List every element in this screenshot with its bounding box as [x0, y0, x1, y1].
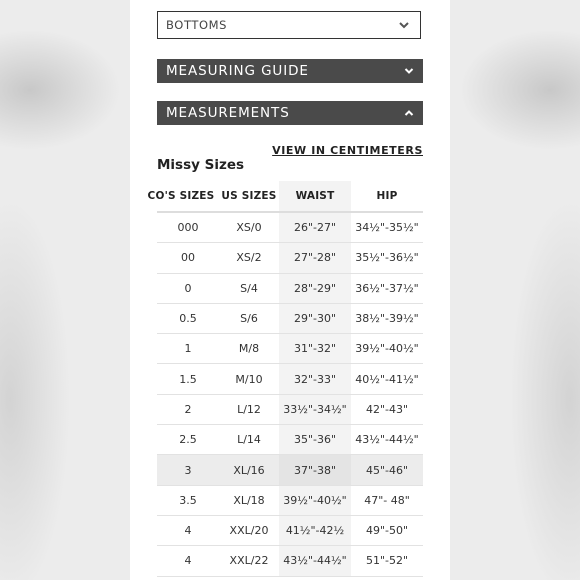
table-cell: 43½"-44½": [351, 425, 423, 455]
chevron-up-icon: [403, 107, 415, 119]
category-select[interactable]: [157, 11, 421, 39]
table-cell: 39½"-40½": [351, 334, 423, 364]
chevron-down-icon: [398, 19, 410, 31]
table-cell: 28"-29": [279, 273, 351, 303]
table-cell: 3.5: [157, 485, 219, 515]
table-cell: M/8: [219, 334, 279, 364]
table-cell: S/6: [219, 303, 279, 333]
measuring-guide-accordion[interactable]: [157, 59, 423, 83]
column-header: HIP: [351, 181, 423, 212]
table-cell: 41½"-42½: [279, 515, 351, 545]
size-table: [147, 181, 423, 577]
table-cell: 27"-28": [279, 243, 351, 273]
table-cell: 49"-50": [351, 515, 423, 545]
table-cell: XS/0: [219, 212, 279, 243]
table-row: [157, 485, 423, 515]
table-cell: 36½"-37½": [351, 273, 423, 303]
table-cell: 33½"-34½": [279, 394, 351, 424]
table-row: [157, 212, 423, 243]
table-cell: 39½"-40½": [279, 485, 351, 515]
table-header-row: [157, 181, 423, 212]
table-row: [157, 334, 423, 364]
column-header: US SIZES: [219, 181, 279, 212]
table-cell: 2: [157, 394, 219, 424]
table-cell: 42"-43": [351, 394, 423, 424]
table-row: [157, 546, 423, 576]
table-cell: L/14: [219, 425, 279, 455]
chevron-down-icon: [403, 65, 415, 77]
table-cell: XL/16: [219, 455, 279, 485]
table-row: [157, 425, 423, 455]
table-cell: S/4: [219, 273, 279, 303]
table-row: [157, 455, 423, 485]
table-cell: 32"-33": [279, 364, 351, 394]
table-cell: 1: [157, 334, 219, 364]
table-cell: 47"- 48": [351, 485, 423, 515]
table-cell: 00: [157, 243, 219, 273]
table-cell: L/12: [219, 394, 279, 424]
table-cell: 29"-30": [279, 303, 351, 333]
table-row: [157, 364, 423, 394]
table-row: [157, 273, 423, 303]
table-cell: 43½"-44½": [279, 546, 351, 576]
table-cell: 3: [157, 455, 219, 485]
table-cell: XXL/20: [219, 515, 279, 545]
table-cell: 45"-46": [351, 455, 423, 485]
table-cell: 0.5: [157, 303, 219, 333]
table-cell: XS/2: [219, 243, 279, 273]
table-cell: 40½"-41½": [351, 364, 423, 394]
table-cell: 35½"-36½": [351, 243, 423, 273]
table-cell: 38½"-39½": [351, 303, 423, 333]
table-row: [157, 515, 423, 545]
table-cell: 4: [157, 515, 219, 545]
section-title: Missy Sizes: [157, 157, 245, 173]
accordion-label: MEASURING GUIDE: [166, 63, 309, 79]
table-cell: XXL/22: [219, 546, 279, 576]
table-cell: 0: [157, 273, 219, 303]
category-select-value: BOTTOMS: [166, 18, 228, 32]
table-cell: 51"-52": [351, 546, 423, 576]
table-cell: 1.5: [157, 364, 219, 394]
table-cell: 37"-38": [279, 455, 351, 485]
table-cell: 2.5: [157, 425, 219, 455]
table-cell: M/10: [219, 364, 279, 394]
table-cell: 000: [157, 212, 219, 243]
column-header: WAIST: [279, 181, 351, 212]
view-in-centimeters-link[interactable]: VIEW IN CENTIMETERS: [272, 144, 423, 157]
table-cell: 35"-36": [279, 425, 351, 455]
measurements-accordion[interactable]: [157, 101, 423, 125]
table-cell: 4: [157, 546, 219, 576]
column-header: CO'S SIZES: [157, 181, 219, 212]
table-cell: XL/18: [219, 485, 279, 515]
accordion-label: MEASUREMENTS: [166, 105, 290, 121]
table-cell: 31"-32": [279, 334, 351, 364]
table-row: [157, 394, 423, 424]
table-row: [157, 243, 423, 273]
table-row: [157, 303, 423, 333]
size-chart-panel: [130, 0, 450, 580]
table-cell: 34½"-35½": [351, 212, 423, 243]
table-cell: 26"-27": [279, 212, 351, 243]
